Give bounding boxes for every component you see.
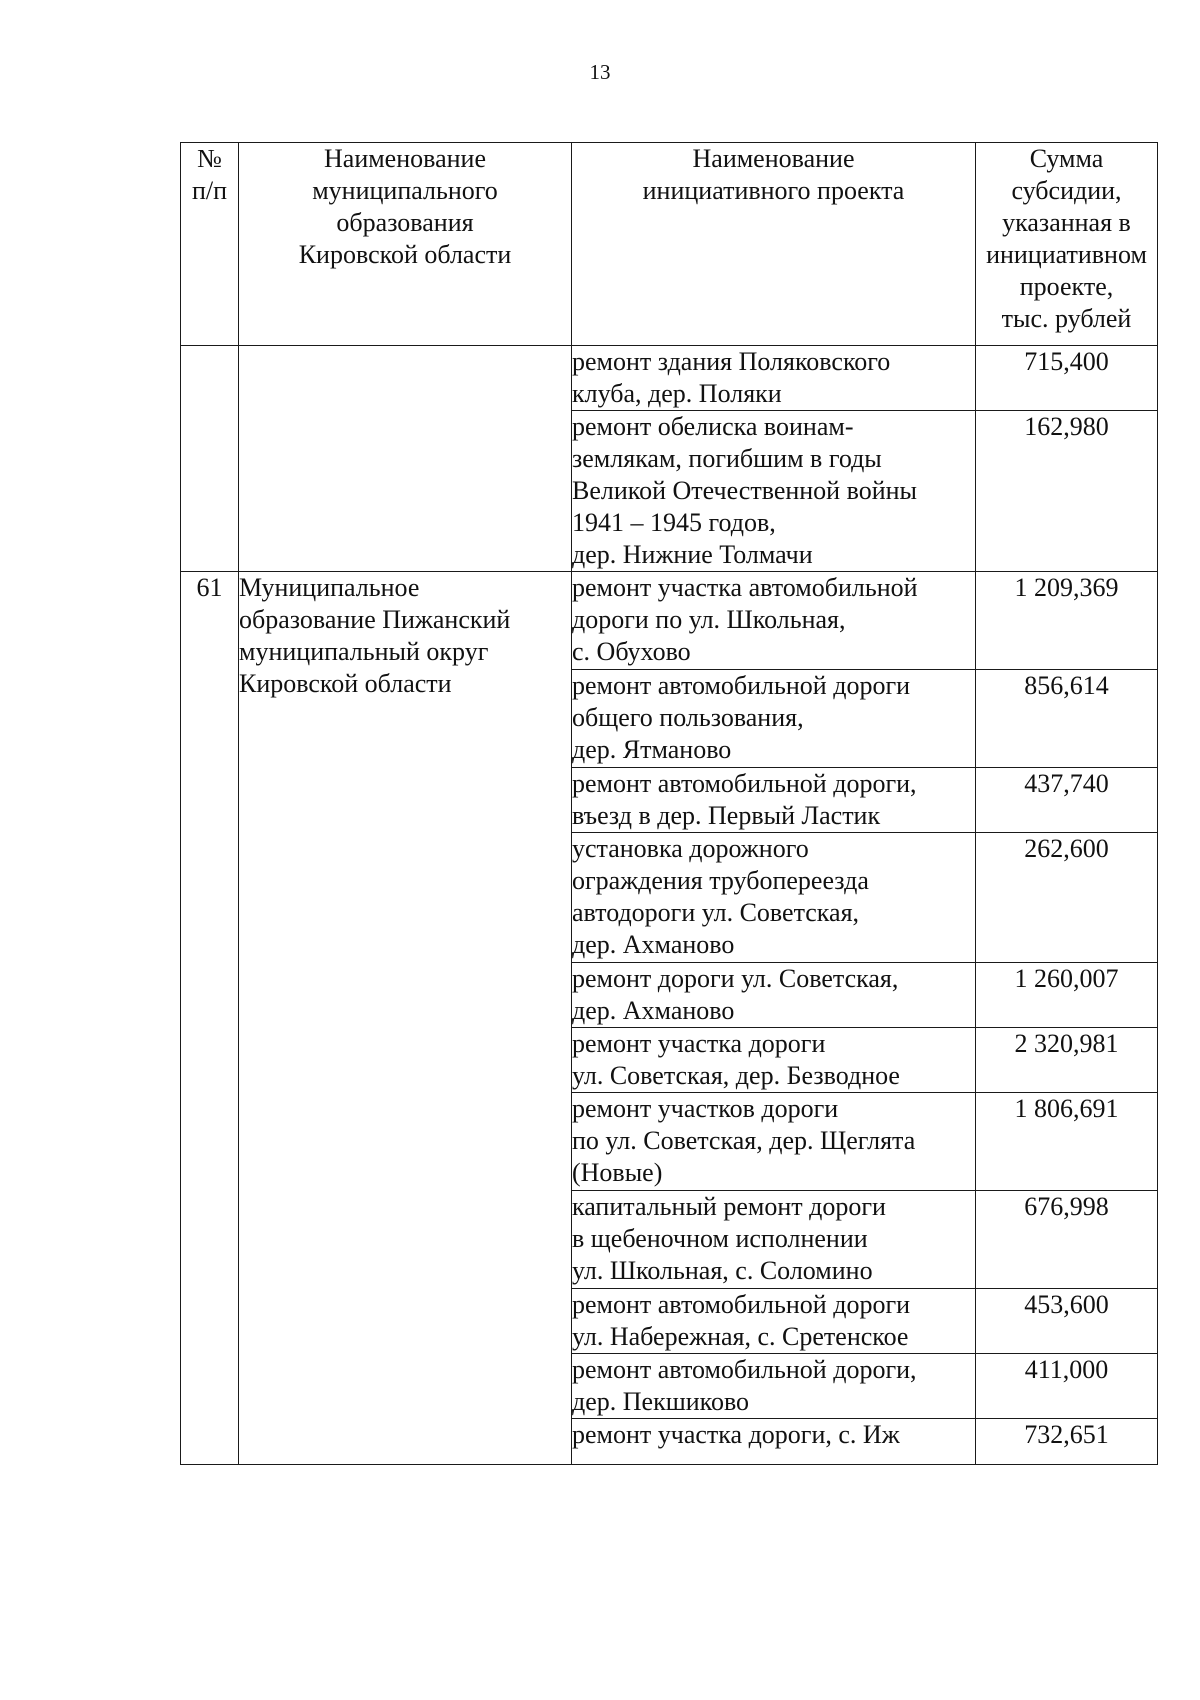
- amount-cell: 732,651: [976, 1419, 1158, 1465]
- project-cell: ремонт автомобильной дороги, въезд в дер. Первый Ластик: [572, 768, 976, 833]
- header-municipality: Наименование муниципального образования Кировской области: [239, 143, 572, 346]
- municipality-name: Муниципальное образование Пижанский муниципальный округ Кировской области: [239, 572, 572, 1465]
- table-row: [181, 346, 1158, 411]
- project-cell: ремонт участков дороги по ул. Советская, дер. Щеглята (Новые): [572, 1093, 976, 1191]
- header-project: Наименование инициативного проекта: [572, 143, 976, 346]
- amount-cell: 262,600: [976, 833, 1158, 963]
- subsidy-table: [180, 142, 1158, 1465]
- project-cell: ремонт здания Поляковского клуба, дер. Поляки: [572, 346, 976, 411]
- project-cell: ремонт автомобильной дороги общего пользования, дер. Ятманово: [572, 670, 976, 768]
- project-cell: ремонт участка дороги, с. Иж: [572, 1419, 976, 1465]
- project-cell: ремонт дороги ул. Советская, дер. Ахманово: [572, 963, 976, 1028]
- amount-cell: 1 806,691: [976, 1093, 1158, 1191]
- table-row: [181, 572, 1158, 670]
- project-cell: ремонт участка дороги ул. Советская, дер. Безводное: [572, 1028, 976, 1093]
- project-cell: ремонт участка автомобильной дороги по ул. Школьная, с. Обухово: [572, 572, 976, 670]
- header-amount: Сумма субсидии, указанная в инициативном проекте, тыс. рублей: [976, 143, 1158, 346]
- amount-cell: 2 320,981: [976, 1028, 1158, 1093]
- project-cell: ремонт автомобильной дороги, дер. Пекшиково: [572, 1354, 976, 1419]
- table-header-row: [181, 143, 1158, 346]
- project-cell: ремонт автомобильной дороги ул. Набережная, с. Сретенское: [572, 1289, 976, 1354]
- header-number: № п/п: [181, 143, 239, 346]
- amount-cell: 676,998: [976, 1191, 1158, 1289]
- project-cell: установка дорожного ограждения трубопереезда автодороги ул. Советская, дер. Ахманово: [572, 833, 976, 963]
- amount-cell: 1 260,007: [976, 963, 1158, 1028]
- amount-cell: 1 209,369: [976, 572, 1158, 670]
- project-cell: ремонт обелиска воинам- землякам, погибшим в годы Великой Отечественной войны 1941 – 1945 годов, дер. Нижние Толмачи: [572, 411, 976, 572]
- amount-cell: 453,600: [976, 1289, 1158, 1354]
- municipality-cell-empty: [239, 346, 572, 572]
- amount-cell: 715,400: [976, 346, 1158, 411]
- number-cell-empty: [181, 346, 239, 572]
- project-cell: капитальный ремонт дороги в щебеночном исполнении ул. Школьная, с. Соломино: [572, 1191, 976, 1289]
- row-number: 61: [181, 572, 239, 1465]
- page-number: 13: [589, 60, 611, 84]
- amount-cell: 411,000: [976, 1354, 1158, 1419]
- amount-cell: 162,980: [976, 411, 1158, 572]
- amount-cell: 437,740: [976, 768, 1158, 833]
- amount-cell: 856,614: [976, 670, 1158, 768]
